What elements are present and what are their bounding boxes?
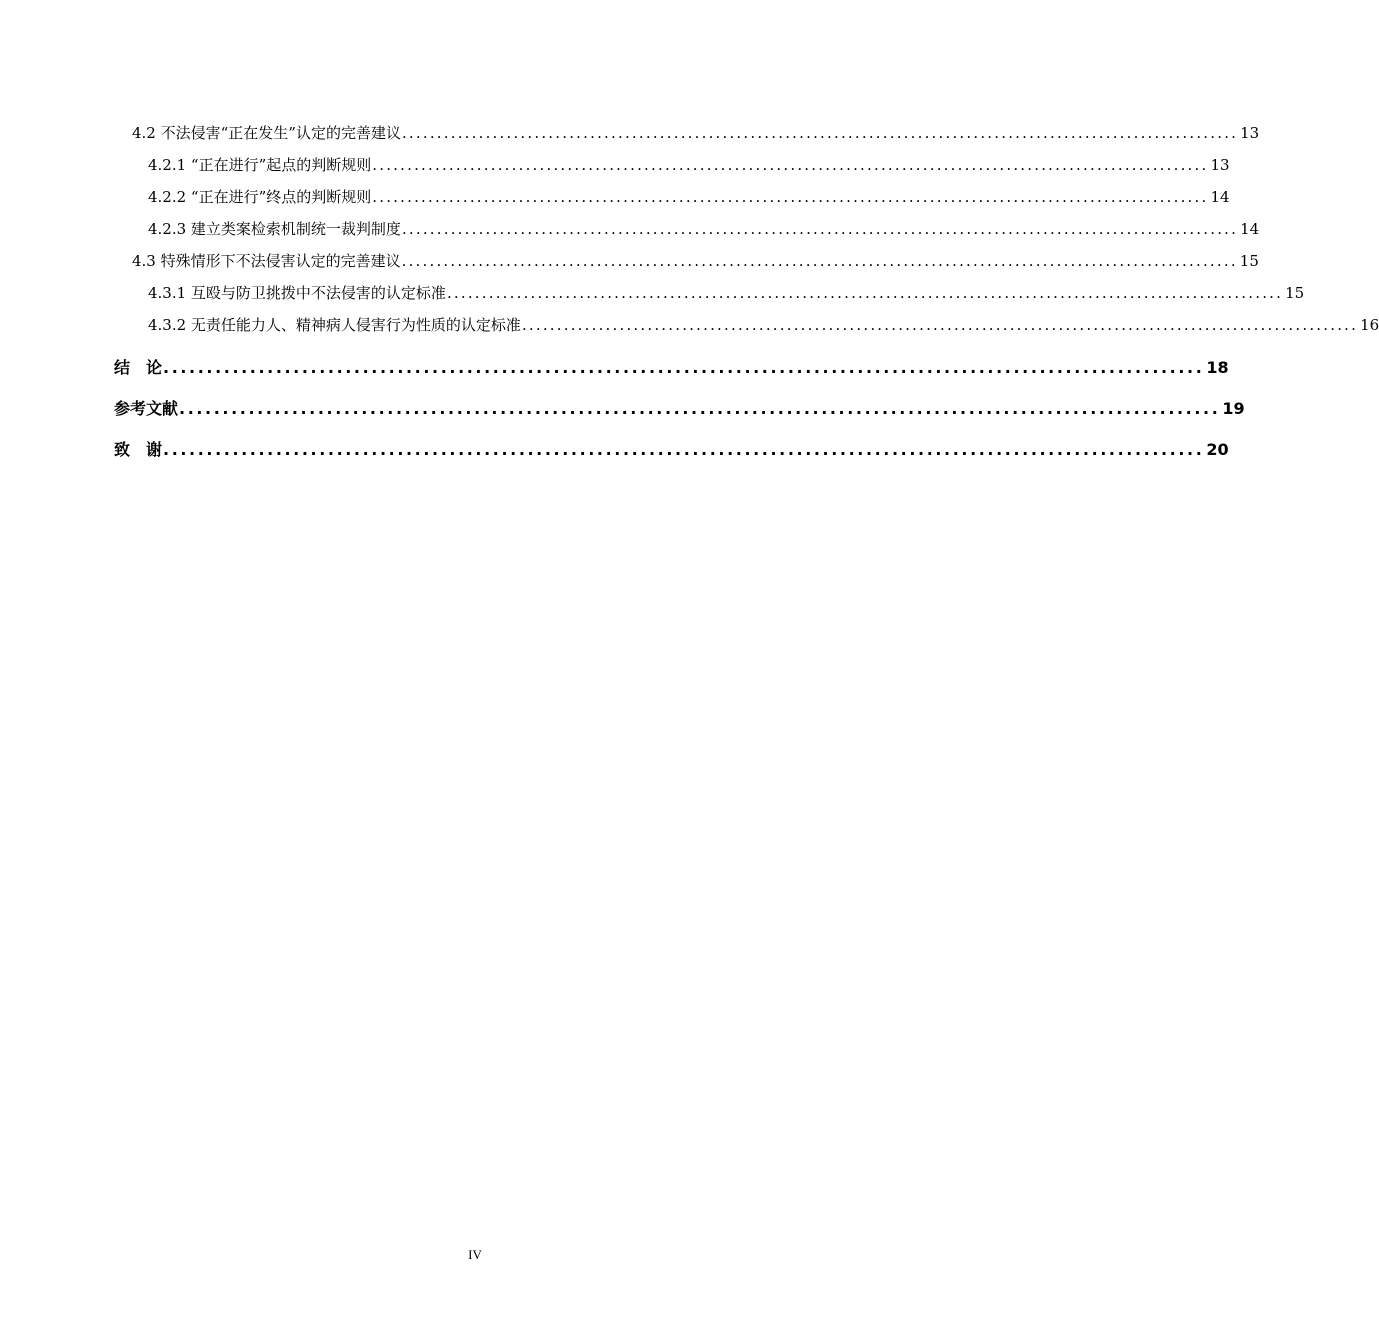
toc-dot-leader: ........................................................................................................................ (521, 316, 1359, 334)
toc-entry-4-2[interactable] (132, 122, 1260, 143)
page-number-footer: IV (468, 1247, 482, 1262)
toc-dot-leader: ........................................................................................................................ (372, 188, 1209, 206)
toc-page-number: 20 (1206, 440, 1229, 459)
toc-dot-leader: ........................................................................................................................ (401, 252, 1238, 270)
toc-entry-4-3-2[interactable] (148, 314, 1379, 335)
toc-entry-acknowledgements[interactable] (114, 437, 1229, 460)
toc-dot-leader: ........................................................................................................................ (446, 284, 1284, 302)
toc-entry-conclusion[interactable] (114, 355, 1229, 378)
toc-page-number: 19 (1222, 399, 1245, 418)
toc-dot-leader: ........................................................................................................................ (179, 399, 1221, 418)
toc-dot-leader: ........................................................................................................................ (401, 124, 1239, 142)
toc-entry-4-3-1[interactable] (148, 282, 1305, 303)
toc-dot-leader: ........................................................................................................................ (163, 440, 1205, 459)
toc-page-number: 14 (1210, 188, 1230, 206)
toc-entry-label: 致 谢 (114, 440, 163, 459)
toc-dot-leader: ........................................................................................................................ (163, 358, 1205, 377)
toc-page-number: 14 (1240, 220, 1260, 238)
toc-entry-4-2-2[interactable] (148, 186, 1230, 207)
toc-entry-label: 4.2.2 “正在进行”终点的判断规则 (148, 188, 372, 206)
toc-page-number: 15 (1239, 252, 1259, 270)
toc-entry-label: 4.2.3 建立类案检索机制统一裁判制度 (148, 220, 401, 238)
toc-page-number: 15 (1285, 284, 1305, 302)
toc-page-number: 16 (1360, 316, 1379, 334)
toc-dot-leader: ........................................................................................................................ (372, 156, 1209, 174)
toc-entry-label: 4.2.1 “正在进行”起点的判断规则 (148, 156, 372, 174)
toc-entry-references[interactable] (114, 396, 1245, 419)
toc-page-number: 18 (1206, 358, 1229, 377)
toc-entry-label: 4.3 特殊情形下不法侵害认定的完善建议 (132, 252, 401, 270)
toc-page-number: 13 (1210, 156, 1230, 174)
toc-entry-label: 4.2 不法侵害“正在发生”认定的完善建议 (132, 124, 401, 142)
toc-entry-label: 4.3.2 无责任能力人、精神病人侵害行为性质的认定标准 (148, 316, 521, 334)
toc-entry-label: 4.3.1 互殴与防卫挑拨中不法侵害的认定标准 (148, 284, 446, 302)
toc-page-number: 13 (1240, 124, 1260, 142)
toc-entry-4-3[interactable] (132, 250, 1259, 271)
toc-entry-label: 结 论 (114, 358, 163, 377)
toc-entry-label: 参考文献 (114, 399, 179, 418)
toc-dot-leader: ........................................................................................................................ (401, 220, 1239, 238)
toc-entry-4-2-3[interactable] (148, 218, 1260, 239)
toc-entry-4-2-1[interactable] (148, 154, 1230, 175)
